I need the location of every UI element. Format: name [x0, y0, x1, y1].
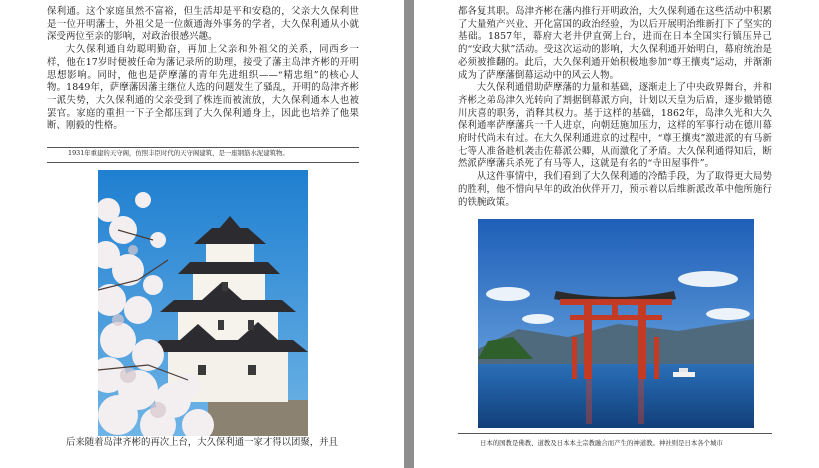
left-paragraph-1: 保利通。这个家庭虽然不富裕，但生活却是平和安稳的，父亲大久保利世是一位开明藩士，外祖父是一位颇通海外事务的学者，大久保利通从小就深受两位至亲的影响，对政治很感兴趣。	[47, 6, 359, 43]
right-body-text	[458, 6, 772, 209]
left-page	[0, 0, 404, 468]
left-paragraph-2: 大久保利通自幼聪明勤奋，再加上父亲和外祖父的关系，同西乡一样，他在17岁时便被任命为藩记录所的助理，接受了藩主岛津齐彬的开明思想影响。同时，他也是萨摩藩的青年先进组织——“精忠组”的核心人物。1849年，萨摩藩因藩主继位人选的问题发生了骚乱，开明的岛津齐彬一派失势，大久保利通的父亲受到了株连而被流放，大久保利通本人也被罢官。家庭的重担一下子全都压到了大久保利通身上，因此也培养了他果断、刚毅的性格。	[47, 44, 359, 132]
right-paragraph-2: 大久保利通借助萨摩藩的力量和基础，逐渐走上了中央政界舞台，并和齐彬之弟岛津久光转向了割据倒幕派方向，计划以天皇为后盾，逐步撤销德川庆喜的职务，消释其权力。基于这样的基础，1862年，岛津久光和大久保利通率萨摩藩兵一千人进京，向朝廷施加压力，这样的军事行动在德川幕府时代尚未有过。在大久保利通进京的过程中，“尊王攘夷”激进派的有马新七等人准备趁机袭击佐幕派公卿，从而激化了矛盾。大久保利通得知后，断然派萨摩藩兵杀死了有马等人，这就是有名的“寺田屋事件”。	[458, 82, 772, 170]
castle-cherry-blossom-photo	[98, 170, 308, 436]
castle-photo-svg	[98, 170, 308, 436]
right-paragraph-3: 从这件事情中，我们看到了大久保利通的冷酷手段，为了取得更大局势的胜利，他不惜向早年的政治伙伴开刀，预示着以后维新派改革中他所施行的铁腕政策。	[458, 171, 772, 208]
itsukushima-torii-photo	[478, 219, 754, 428]
caption-rule-bottom	[47, 162, 359, 163]
right-photo-caption: 日本的国教是佛教、道教及日本本土宗教融合而产生的神道教。神社则是日本各个城市	[480, 439, 723, 447]
left-photo-caption: 1931年重建的天守阁，仿照丰臣时代的天守阁建筑，是一座钢筋水泥建筑物。	[68, 149, 289, 157]
right-caption-rule	[458, 433, 772, 434]
right-page	[414, 0, 819, 468]
caption-rule-top	[47, 147, 359, 148]
page-gutter	[404, 0, 414, 468]
left-bottom-text: 后来随着岛津齐彬的再次上台，大久保利通一家才得以团聚，并且	[66, 437, 338, 448]
torii-photo-svg	[478, 219, 754, 428]
right-paragraph-1: 都各复其职。岛津齐彬在藩内推行开明政治，大久保利通在这些活动中积累了大量殖产兴业、开化富国的政治经验，为以后开展明治维新打下了坚实的基础。1857年，幕府大老井伊直弼上台，进而在日本全国实行镇压异己的“安政大狱”活动。受这次运动的影响，大久保利通开始明白，幕府统治是必须被推翻的。此后，大久保利通开始积极地参加“尊王攘夷”运动，并渐渐成为了萨摩藩倒幕运动中的风云人物。	[458, 6, 772, 81]
left-body-text	[47, 6, 359, 133]
